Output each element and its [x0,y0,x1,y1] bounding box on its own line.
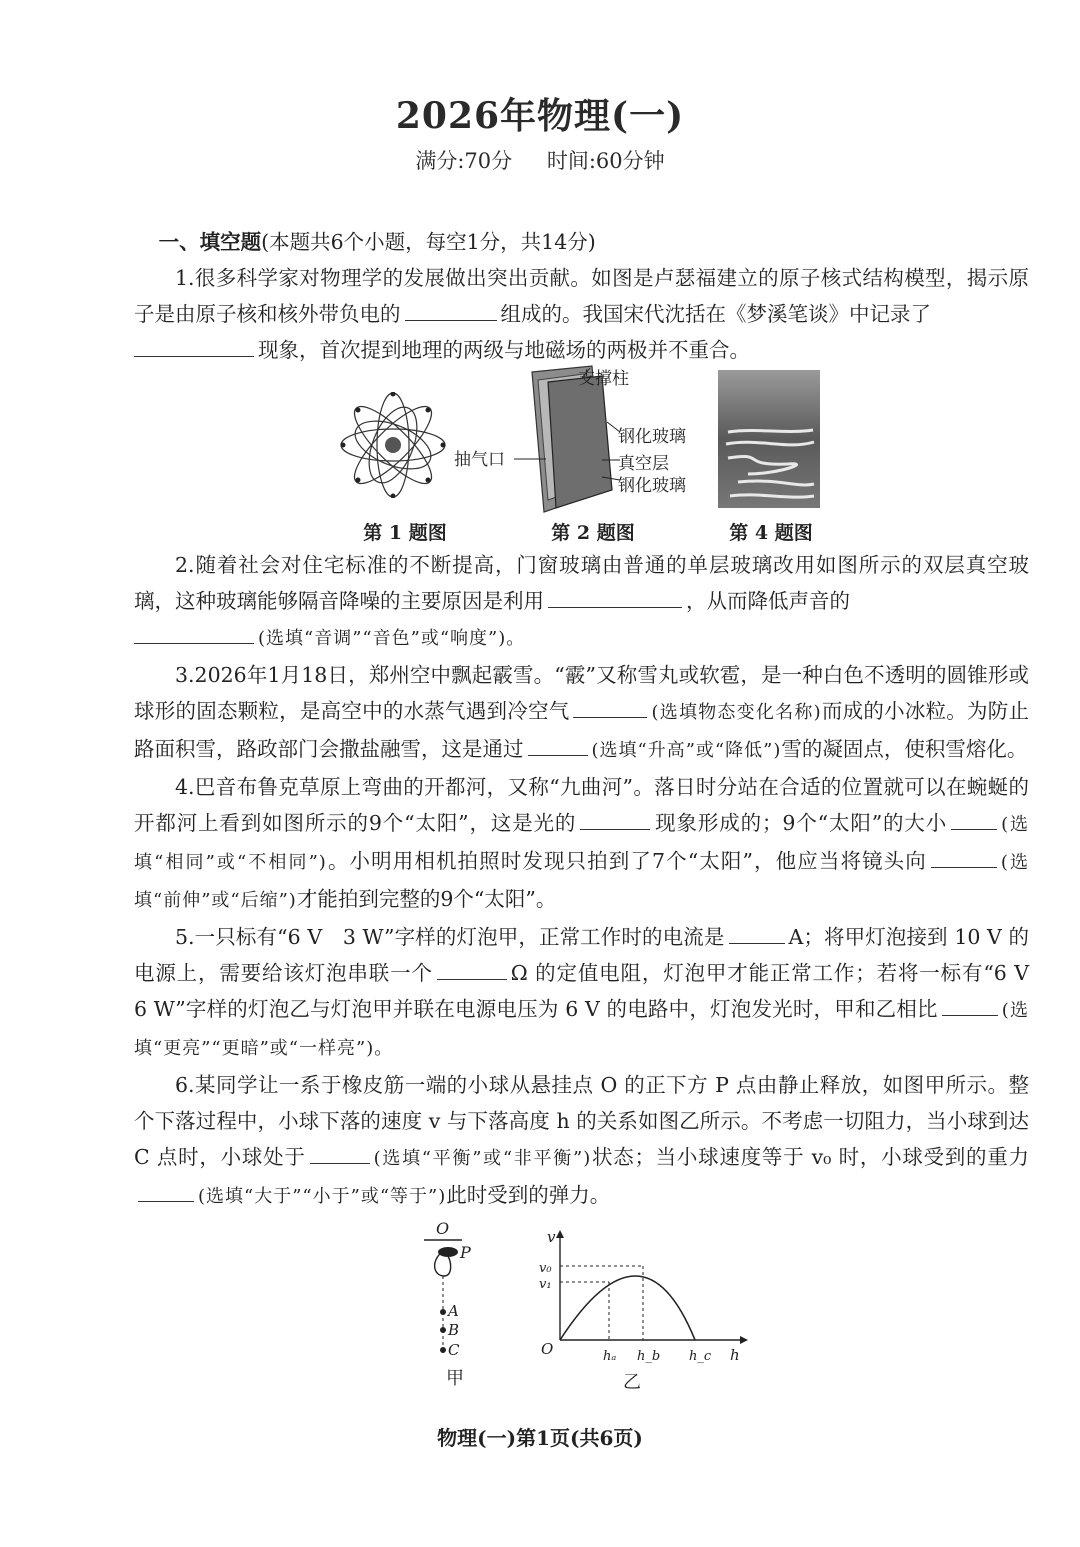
caption-figure-1: 第 1 题图 [363,522,447,544]
caption-figure-4: 第 4 题图 [729,522,813,544]
v1-label: v₁ [539,1277,552,1292]
q3-blank-2[interactable] [528,733,588,756]
v-h-curve [560,1276,695,1340]
label-point-B: B [448,1321,460,1339]
h-axis-arrow [740,1336,748,1344]
question-5: 5.一只标有“6 V 3 W”字样的灯泡甲，正常工作时的电流是 A；将甲灯泡接到 10 V 的电源上，需要给该灯泡串联一个 Ω 的定值电阻，灯泡甲才能正常工作；若将一标有“6 V 6 W”字样的灯泡乙与灯泡甲并联在电源电压为 6 V 的电路中，灯泡发光时，甲和乙相比 (选填“更亮”“更暗”或“一样亮”)。 [134,919,1029,1067]
v-axis-arrow [556,1230,564,1238]
q5-blank-1[interactable] [729,921,785,944]
ha-label: hₐ [603,1349,617,1364]
label-point-A: A [448,1302,459,1320]
q1-blank-2[interactable] [134,334,254,357]
page-footer: 物理(一)第1页(共6页) [437,1426,643,1450]
h-axis-label: h [730,1346,740,1364]
v0-label: v₀ [539,1261,552,1276]
figure-yi-vh-graph [535,1228,750,1396]
q2-blank-1[interactable] [548,585,682,608]
time-limit: 时间:60分钟 [546,149,665,173]
section-1-heading: 一、填空题(本题共6个小题，每空1分，共14分) [158,230,596,254]
question-1: 1.很多科学家对物理学的发展做出突出贡献。如图是卢瑟福建立的原子核式结构模型，揭示原子是由原子核和核外带负电的 组成的。我国宋代沈括在《梦溪笔谈》中记录了 现象，首次提到地理的两级与地磁场的两极并不重合。 [134,266,1029,362]
question-2: 2.随着社会对住宅标准的不断提高，门窗玻璃由普通的单层玻璃改用如图所示的双层真空玻璃，这种玻璃能够隔音降噪的主要原因是利用 ，从而降低声音的 (选填“音调”“音色”或“响度”)。 [134,553,1029,649]
q5-blank-3[interactable] [942,993,998,1016]
question-4: 4.巴音布鲁克草原上弯曲的开都河，又称“九曲河”。落日时分站在合适的位置就可以在蜿蜒的开都河上看到如图所示的9个“太阳”，这是光的 现象形成的；9个“太阳”的大小 (选填“相同”或“不相同”)。小明用相机拍照时发现只拍到了7个“太阳”，他应当将镜头向 (选填“前伸”或“后缩”)才能拍到完整的9个“太阳”。 [134,775,1029,911]
q1-blank-1[interactable] [405,298,497,321]
nucleus [385,437,401,453]
atom-model-figure [338,392,448,498]
q6-blank-1[interactable] [310,1141,370,1164]
photo-background [718,370,820,508]
q4-blank-3[interactable] [931,845,997,868]
river-photo-figure [718,370,820,508]
hc-label: h_c [689,1349,712,1364]
figure-jia [410,1218,490,1394]
q5-blank-2[interactable] [437,957,507,980]
label-vacuum-layer: 真空层 [618,454,669,474]
q4-blank-1[interactable] [580,807,650,830]
vacuum-glass-figure [452,362,712,518]
question-3: 3.2026年1月18日，郑州空中飘起霰雪。“霰”又称雪丸或软雹，是一种白色不透明的圆锥形或球形的固态颗粒，是高空中的水蒸气遇到冷空气 (选填物态变化名称)而成的小冰粒。为防止路面积雪，路政部门会撒盐融雪，这是通过 (选填“升高”或“降低”)雪的凝固点，使积雪熔化。 [134,663,1030,761]
origin-label: O [541,1340,554,1358]
v-axis-label: v [547,1228,556,1246]
hb-label: h_b [637,1349,661,1364]
exam-subtitle [0,145,1080,175]
point-A [440,1309,446,1315]
q3-blank-1[interactable] [573,695,647,718]
point-C [440,1347,446,1353]
q2-blank-2[interactable] [134,621,254,644]
questions-2-6 [134,547,1050,1215]
glass-pane-front [548,376,612,508]
question-6: 6.某同学让一系于橡皮筋一端的小球从悬挂点 O 的正下方 P 点由静止释放，如图甲所示。整个下落过程中，小球下落的速度 v 与下落高度 h 的关系如图乙所示。不考虑一切阻力，当小球到达 C 点时，小球处于 (选填“平衡”或“非平衡”)状态；当小球速度等于 v₀ 时，小球受到的重力(选填“大于”“小于”或“等于”)此时受到的弹力。 [134,1073,1029,1207]
caption-yi: 乙 [623,1372,641,1393]
caption-jia: 甲 [446,1368,464,1389]
full-score: 满分:70分 [415,149,513,173]
caption-figure-2: 第 2 题图 [551,522,635,544]
point-B [440,1327,446,1333]
exam-title: 2026年物理(一) [395,95,685,137]
q4-blank-2[interactable] [951,807,997,830]
label-tempered-glass-top: 钢化玻璃 [618,427,686,447]
q6-blank-2[interactable] [138,1179,194,1202]
label-point-C: C [448,1341,460,1359]
label-tempered-glass-bottom: 钢化玻璃 [618,476,686,496]
label-point-O: O [436,1219,450,1238]
label-point-P: P [460,1243,471,1262]
section-1-block [134,224,1029,368]
label-vent: 抽气口 [454,450,505,470]
label-support-pillar: 支撑柱 [578,369,629,389]
